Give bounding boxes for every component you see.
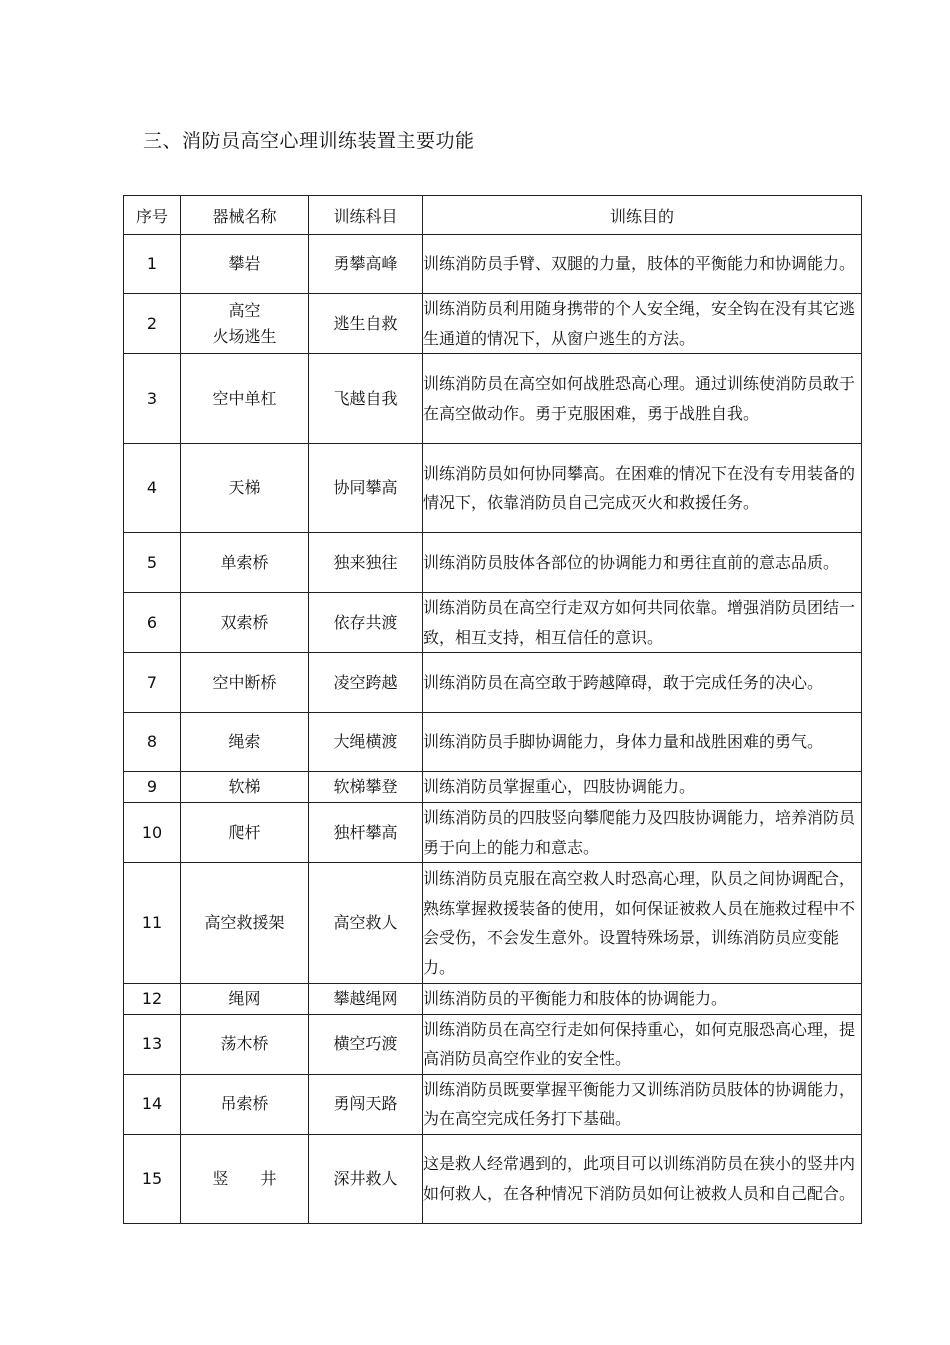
row-item: 飞越自我 [309, 354, 423, 444]
row-equipment: 绳网 [181, 984, 309, 1015]
row-item: 凌空跨越 [309, 653, 423, 713]
row-purpose: 训练消防员的四肢竖向攀爬能力及四肢协调能力，培养消防员勇于向上的能力和意志。 [423, 803, 862, 863]
row-item: 大绳横渡 [309, 713, 423, 772]
header-row [124, 196, 862, 235]
table-row [124, 235, 862, 294]
row-equipment-line1: 高空 [228, 300, 261, 320]
row-item: 横空巧渡 [309, 1014, 423, 1074]
row-equipment: 空中断桥 [181, 653, 309, 713]
header-purpose: 训练目的 [423, 196, 862, 235]
row-item: 软梯攀登 [309, 772, 423, 803]
section-heading: 三、消防员高空心理训练装置主要功能 [143, 130, 475, 152]
row-equipment: 高空救援架 [181, 863, 309, 984]
row-purpose: 训练消防员肢体各部位的协调能力和勇往直前的意志品质。 [423, 533, 862, 593]
row-item: 勇攀高峰 [309, 235, 423, 294]
row-no: 7 [124, 653, 181, 713]
row-equipment: 荡木桥 [181, 1014, 309, 1074]
row-item: 独杆攀高 [309, 803, 423, 863]
row-item: 独来独往 [309, 533, 423, 593]
row-item: 勇闯天路 [309, 1074, 423, 1134]
row-no: 9 [124, 772, 181, 803]
row-purpose: 这是救人经常遇到的，此项目可以训练消防员在狭小的竖井内如何救人，在各种情况下消防员如何让被救人员和自己配合。 [423, 1134, 862, 1223]
row-equipment: 空中单杠 [181, 354, 309, 444]
row-purpose: 训练消防员克服在高空救人时恐高心理，队员之间协调配合，熟练掌握救援装备的使用，如何保证被救人员在施救过程中不会受伤，不会发生意外。设置特殊场景，训练消防员应变能力。 [423, 863, 862, 984]
row-no: 10 [124, 803, 181, 863]
table-row [124, 294, 862, 354]
row-no: 5 [124, 533, 181, 593]
row-item: 攀越绳网 [309, 984, 423, 1015]
row-equipment: 双索桥 [181, 593, 309, 653]
table-row [124, 863, 862, 984]
row-purpose: 训练消防员手臂、双腿的力量，肢体的平衡能力和协调能力。 [423, 235, 862, 294]
table-row [124, 713, 862, 772]
row-equipment: 绳索 [181, 713, 309, 772]
row-purpose: 训练消防员掌握重心，四肢协调能力。 [423, 772, 862, 803]
row-no: 13 [124, 1014, 181, 1074]
row-equipment: 软梯 [181, 772, 309, 803]
row-no: 2 [124, 294, 181, 354]
header-equipment: 器械名称 [181, 196, 309, 235]
row-no: 14 [124, 1074, 181, 1134]
row-item: 依存共渡 [309, 593, 423, 653]
table-row [124, 593, 862, 653]
table-row [124, 533, 862, 593]
table-row [124, 1134, 862, 1223]
row-equipment: 天梯 [181, 444, 309, 533]
table-row [124, 1074, 862, 1134]
row-no: 15 [124, 1134, 181, 1223]
table-row [124, 444, 862, 533]
row-equipment: 吊索桥 [181, 1074, 309, 1134]
row-purpose: 训练消防员利用随身携带的个人安全绳，安全钩在没有其它逃生通道的情况下，从窗户逃生的方法。 [423, 294, 862, 354]
row-equipment [181, 294, 309, 354]
row-no: 8 [124, 713, 181, 772]
training-function-table [123, 195, 862, 1224]
row-purpose: 训练消防员手脚协调能力，身体力量和战胜困难的勇气。 [423, 713, 862, 772]
row-purpose: 训练消防员在高空敢于跨越障碍，敢于完成任务的决心。 [423, 653, 862, 713]
row-equipment: 攀岩 [181, 235, 309, 294]
header-no: 序号 [124, 196, 181, 235]
table-row [124, 772, 862, 803]
row-purpose: 训练消防员如何协同攀高。在困难的情况下在没有专用装备的情况下，依靠消防员自己完成灭火和救援任务。 [423, 444, 862, 533]
row-equipment: 单索桥 [181, 533, 309, 593]
row-no: 1 [124, 235, 181, 294]
row-equipment: 竖 井 [181, 1134, 309, 1223]
row-no: 3 [124, 354, 181, 444]
header-item: 训练科目 [309, 196, 423, 235]
row-no: 6 [124, 593, 181, 653]
row-item: 逃生自救 [309, 294, 423, 354]
row-item: 协同攀高 [309, 444, 423, 533]
row-purpose: 训练消防员既要掌握平衡能力又训练消防员肢体的协调能力，为在高空完成任务打下基础。 [423, 1074, 862, 1134]
table-row [124, 984, 862, 1015]
table-row [124, 653, 862, 713]
row-equipment-line2: 火场逃生 [212, 326, 277, 346]
table-row [124, 803, 862, 863]
row-purpose: 训练消防员在高空行走双方如何共同依靠。增强消防员团结一致，相互支持，相互信任的意识。 [423, 593, 862, 653]
row-equipment: 爬杆 [181, 803, 309, 863]
row-item: 深井救人 [309, 1134, 423, 1223]
row-no: 11 [124, 863, 181, 984]
row-purpose: 训练消防员在高空如何战胜恐高心理。通过训练使消防员敢于在高空做动作。勇于克服困难，勇于战胜自我。 [423, 354, 862, 444]
row-no: 4 [124, 444, 181, 533]
row-item: 高空救人 [309, 863, 423, 984]
table-row [124, 1014, 862, 1074]
row-purpose: 训练消防员的平衡能力和肢体的协调能力。 [423, 984, 862, 1015]
table-row [124, 354, 862, 444]
row-no: 12 [124, 984, 181, 1015]
row-purpose: 训练消防员在高空行走如何保持重心，如何克服恐高心理，提高消防员高空作业的安全性。 [423, 1014, 862, 1074]
